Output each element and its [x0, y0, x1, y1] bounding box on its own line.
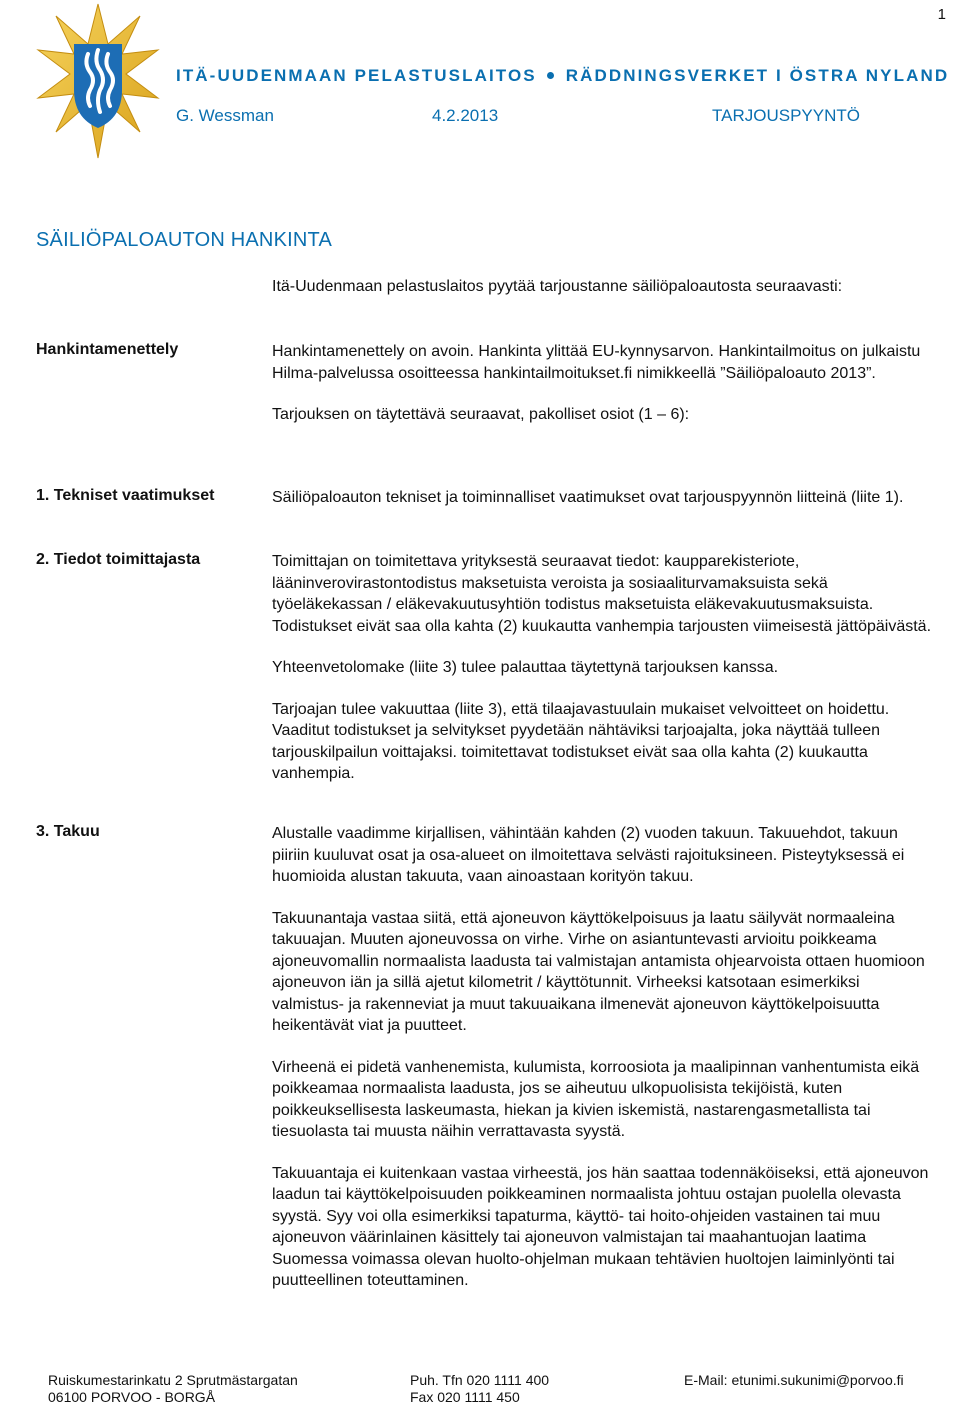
paragraph: Yhteenvetolomake (liite 3) tulee palauttaa täytettynä tarjouksen kanssa. [272, 659, 779, 676]
organization-name [176, 66, 949, 86]
paragraph: Tarjouksen on täytettävä seuraavat, pakolliset osiot (1 – 6): [272, 406, 690, 423]
address-line: 06100 PORVOO - BORGÅ [48, 1389, 216, 1405]
section-body-supplier [272, 551, 934, 785]
paragraph: Toimittajan on toimitettava yrityksestä seuraavat tiedot: kaupparekisteriote, lääninverovirastontodistus maksetuista veroista ja sosiaaliturvamaksuista sekä työeläkekassan / eläkevakuutusyhtiön todistus maksetuista eläkevakuutusmaksuista. Todistukset eivät saa olla kahta (2) kuukautta vanhempia tarjousten viimeisestä jättöpäivästä. [272, 553, 932, 635]
document-type: TARJOUSPYYNTÖ [712, 106, 860, 125]
star-crest-logo [36, 2, 160, 160]
section-label-supplier: 2. Tiedot toimittajasta [36, 551, 201, 568]
section-label-warranty: 3. Takuu [36, 823, 100, 840]
footer-phone [410, 1372, 549, 1406]
footer-address [48, 1372, 298, 1406]
address-line: Ruiskumestarinkatu 2 Sprutmästargatan [48, 1372, 298, 1388]
section-body-warranty [272, 823, 934, 1292]
page-number: 1 [937, 6, 946, 23]
document-title: SÄILIÖPALOAUTON HANKINTA [36, 229, 332, 251]
section-label-procedure: Hankintamenettely [36, 341, 179, 358]
section-body-procedure [272, 341, 934, 426]
fax-number: Fax 020 1111 450 [410, 1389, 520, 1405]
section-label-technical: 1. Tekniset vaatimukset [36, 487, 215, 504]
paragraph: Hankintamenettely on avoin. Hankinta ylittää EU-kynnysarvon. Hankintailmoitus on julkaistu Hilma-palvelussa osoitteessa hankintailmoitukset.fi nimikkeellä ”Säiliöpaloauto 2013”. [272, 343, 921, 382]
intro-text: Itä-Uudenmaan pelastuslaitos pyytää tarjoustanne säiliöpaloautosta seuraavasti: [272, 278, 843, 295]
org-name-fi: ITÄ-UUDENMAAN PELASTUSLAITOS [176, 66, 537, 85]
paragraph: Takuunantaja vastaa siitä, että ajoneuvon käyttökelpoisuus ja laatu säilyvät normaaleina takuuajan. Muuten ajoneuvossa on virhe. Virhe on asiantuntevasti arvioitu poikkeama ajoneuvomallin normaalista laadusta tai valmistajan antamista ohjearvoista ottaen huomioon ajoneuvon iän ja sillä ajetut kilometrit / käyttötunnit. Virheeksi katsotaan esimerkiksi valmistus- ja rakenneviat ja muut takuuaikana ilmenevät ajoneuvon käyttökelpoisuutta heikentävät viat ja puutteet. [272, 909, 925, 1034]
paragraph: Virheenä ei pidetä vanhenemista, kulumista, korroosiota ja maalipinnan vanhentumista eikä poikkeamaa normaalista laadusta, jos se aiheutuu ulkopuolisista tekijöistä, kuten poikkeuksellisesta laskeumasta, hiekan ja kivien iskemistä, nastarengasmetallista tai tiesuolasta tai muusta näihin verrattavasta syystä. [272, 1058, 920, 1140]
section-body-technical [272, 487, 934, 509]
paragraph: Takuuantaja ei kuitenkaan vastaa virheestä, jos hän saattaa todennäköiseksi, että ajoneuvon laadun tai käyttökelpoisuuden poikkeaminen normaalista johtuu ostajan puolella olevasta syystä. Syy voi olla esimerkiksi tapaturma, käyttö- tai hoito-ohjeiden vastainen tai muu ajoneuvon väärinlainen käsittely tai ajoneuvon valmistajan tai maahantuojan laatima Suomessa voimassa olevan huolto-ohjelman mukaan tehtävien huoltojen laiminlyönti tai puutteellinen toteuttaminen. [272, 1164, 929, 1289]
separator-dot [547, 72, 554, 79]
org-name-sv: RÄDDNINGSVERKET I ÖSTRA NYLAND [565, 66, 950, 85]
document-date: 4.2.2013 [432, 106, 499, 125]
phone-number: Puh. Tfn 020 1111 400 [410, 1372, 550, 1388]
footer-email [684, 1372, 904, 1389]
paragraph: Tarjoajan tulee vakuuttaa (liite 3), että tilaajavastuulain mukaiset velvoitteet on hoidettu. Vaaditut todistukset ja selvitykset pyydetään nähtäviksi tarjoajalta, joka näyttää tulleen tarjouskilpailun voittajaksi. toimitettavat todistukset eivät saa olla kahta (2) kuukautta vanhempia. [272, 700, 890, 782]
paragraph: Alustalle vaadimme kirjallisen, vähintään kahden (2) vuoden takuun. Takuuehdot, takuun piiriin kuuluvat osat ja osa-alueet on ilmoitettava selvästi rajoituksineen. Pisteytyksessä ei huomioida alustan takuuta, vaan ainoastaan korityön takuu. [272, 825, 905, 885]
paragraph: Säiliöpaloauton tekniset ja toiminnalliset vaatimukset ovat tarjouspyynnön liitteinä (liite 1). [272, 489, 904, 506]
author: G. Wessman [176, 106, 274, 125]
email-address: E-Mail: etunimi.sukunimi@porvoo.fi [684, 1372, 904, 1388]
